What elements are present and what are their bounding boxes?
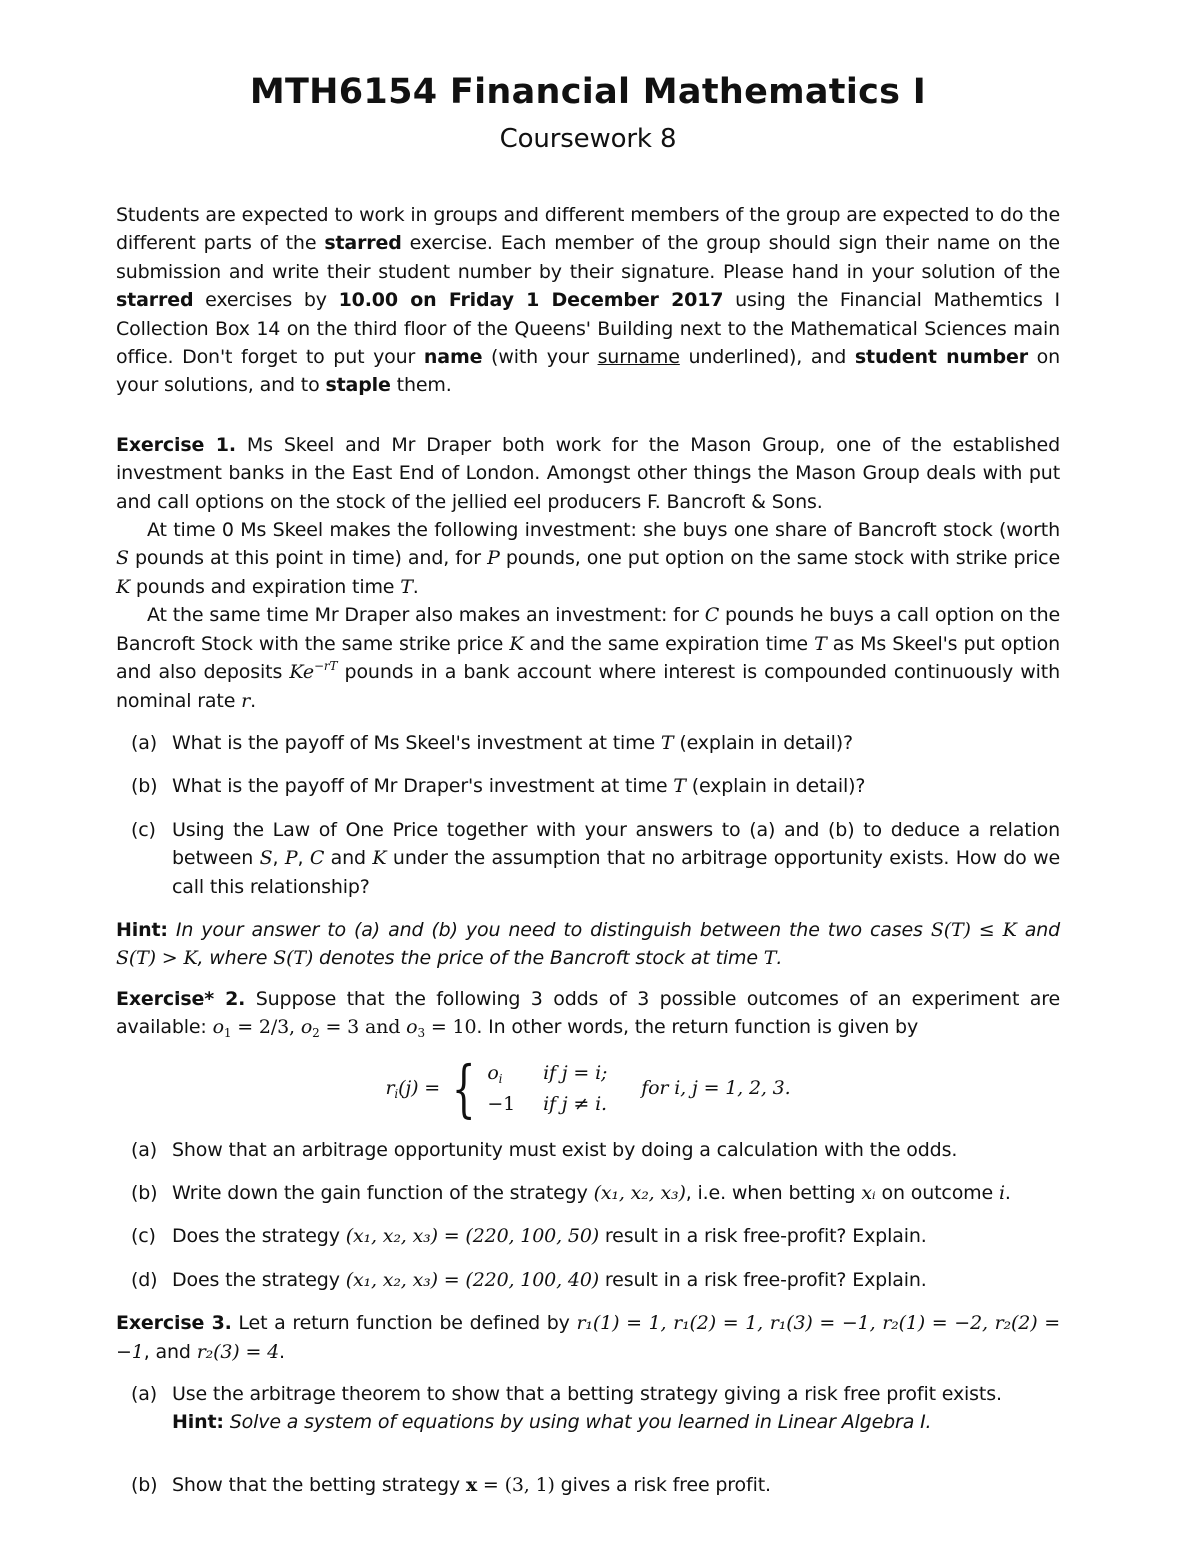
exercise-2 bbox=[116, 985, 1060, 1294]
part-label: (b) bbox=[131, 1181, 158, 1204]
math-expression: (x₁, x₂, x₃) = (220, 100, 40) bbox=[345, 1268, 600, 1291]
instructions-paragraph bbox=[116, 201, 1060, 400]
exercise-text: Use the arbitrage theorem to show that a betting strategy giving a risk free profit exists. bbox=[172, 1383, 1002, 1405]
math-subscript: 3 bbox=[417, 1026, 425, 1041]
exercise-text: Does the strategy bbox=[172, 1268, 346, 1291]
intro-text: underlined), and bbox=[679, 346, 855, 369]
exercise-3-intro bbox=[116, 1309, 1060, 1366]
math-symbol: o bbox=[212, 1016, 224, 1039]
hint-label: Hint: bbox=[172, 1411, 224, 1434]
hint-text: denotes the price of the Bancroft stock at time bbox=[313, 947, 764, 970]
exercise-text: pounds and expiration time bbox=[130, 575, 401, 598]
exercise-3-heading: Exercise 3. bbox=[116, 1312, 232, 1335]
part-item bbox=[116, 1471, 1060, 1499]
case-2-value: −1 bbox=[487, 1092, 516, 1115]
hint-text: , where bbox=[197, 947, 274, 970]
math-symbol: xᵢ bbox=[861, 1181, 876, 1204]
left-brace: { bbox=[451, 1051, 476, 1125]
exercise-text: and the same expiration time bbox=[523, 632, 815, 655]
formula-lhs bbox=[385, 1074, 440, 1102]
math-symbol: T bbox=[400, 575, 413, 598]
exercise-text: pounds at this point in time) and, for bbox=[128, 547, 488, 570]
exercise-1-intro bbox=[116, 431, 1060, 516]
part-label: (c) bbox=[131, 1225, 156, 1248]
math-symbol: T bbox=[814, 632, 827, 655]
exercise-text: What is the payoff of Mr Draper's investment at time bbox=[172, 775, 674, 798]
exercise-text: . bbox=[279, 1340, 285, 1363]
part-item bbox=[116, 816, 1060, 901]
math-expression: = 2/3, bbox=[231, 1016, 301, 1039]
hint-label: Hint: bbox=[116, 918, 168, 941]
math-exponent: −rT bbox=[314, 659, 338, 674]
exercise-3 bbox=[116, 1309, 1060, 1499]
intro-starred: starred bbox=[116, 289, 194, 312]
part-label: (b) bbox=[131, 775, 158, 798]
math-expression: = 3 and bbox=[319, 1016, 407, 1039]
math-symbol: T bbox=[673, 775, 686, 798]
formula-cases bbox=[487, 1059, 607, 1118]
exercise-text: Using the Law of One Price together with your answers to (a) and (b) to deduce a relation between bbox=[172, 818, 1060, 870]
exercise-text: result in a risk free-profit? Explain. bbox=[599, 1225, 927, 1248]
part-item bbox=[116, 1136, 1060, 1164]
math-expression: r₂(3) = 4 bbox=[196, 1340, 280, 1363]
math-symbol: K bbox=[372, 847, 387, 870]
exercise-text: (explain in detail)? bbox=[673, 731, 853, 754]
exercise-text: Does the strategy bbox=[172, 1225, 346, 1248]
math-symbol: P bbox=[284, 847, 298, 870]
exercise-text: as Ms Skeel's put option and also deposits bbox=[116, 632, 1060, 684]
part-label: (a) bbox=[131, 1383, 158, 1405]
part-item bbox=[116, 1222, 1060, 1250]
math-symbol: r bbox=[241, 689, 251, 712]
hint-text: In your answer to (a) and (b) you need to distinguish between the two cases bbox=[167, 918, 931, 941]
part-item bbox=[116, 1380, 1060, 1437]
math-expression bbox=[289, 661, 337, 683]
page-title: MTH6154 Financial Mathematics I bbox=[249, 72, 927, 112]
exercise-2-intro bbox=[116, 985, 1060, 1042]
exercise-text: . bbox=[250, 689, 256, 712]
exercise-3-parts bbox=[116, 1380, 1060, 1499]
math-expression: (j) = bbox=[398, 1077, 441, 1100]
exercise-text: result in a risk free-profit? Explain. bbox=[599, 1268, 927, 1291]
math-symbol: C bbox=[309, 847, 325, 870]
math-vector: x bbox=[465, 1473, 478, 1496]
exercise-text: . In other words, the return function is given by bbox=[476, 1016, 919, 1039]
intro-text: (with your bbox=[482, 346, 598, 369]
math-expression: (x₁, x₂, x₃) = (220, 100, 50) bbox=[345, 1225, 600, 1248]
intro-surname: surname bbox=[597, 346, 680, 369]
part-item bbox=[116, 729, 1060, 757]
intro-text: exercises by bbox=[193, 289, 339, 312]
math-symbol: K bbox=[116, 575, 131, 598]
math-expression: = 10 bbox=[424, 1016, 477, 1039]
part-label: (d) bbox=[131, 1268, 158, 1291]
part-label: (c) bbox=[131, 818, 156, 841]
exercise-text: At time 0 Ms Skeel makes the following investment: she buys one share of Bancroft stock (worth bbox=[147, 519, 1060, 542]
exercise-text: What is the payoff of Ms Skeel's investment at time bbox=[172, 731, 661, 754]
exercise-text: on outcome bbox=[875, 1181, 999, 1204]
case-1-condition: if j = i; bbox=[543, 1062, 608, 1085]
math-symbol: S bbox=[116, 547, 129, 570]
math-expression: S(T) > K bbox=[116, 947, 198, 970]
return-function-formula bbox=[116, 1051, 1060, 1125]
exercise-text: , and bbox=[143, 1340, 197, 1363]
exercise-text: gives a risk free profit. bbox=[554, 1473, 771, 1496]
exercise-1-parts bbox=[116, 729, 1060, 901]
intro-name: name bbox=[423, 346, 483, 369]
exercise-text: Ms Skeel and Mr Draper both work for the Mason Group, one of the established investment banks in the East End of London. Amongst other things the Mason Group deals with put and call options on the stock of the jellied eel producers F. Bancroft & Sons. bbox=[116, 433, 1060, 513]
exercise-text: Let a return function be defined by bbox=[231, 1312, 577, 1335]
math-subscript: i bbox=[394, 1087, 399, 1102]
part-text bbox=[172, 1380, 1060, 1437]
exercise-text: pounds he buys a call option on the Bancroft Stock with the same strike price bbox=[116, 604, 1061, 655]
exercise-1-heading: Exercise 1. bbox=[116, 433, 236, 456]
math-subscript: i bbox=[498, 1072, 503, 1087]
math-symbol: K bbox=[289, 661, 303, 684]
exercise-text: pounds, one put option on the same stock with strike price bbox=[499, 547, 1060, 570]
exercise-text: . bbox=[1004, 1181, 1011, 1204]
exercise-2-heading: Exercise* 2. bbox=[116, 987, 246, 1010]
exercise-text: pounds in a bank account where interest is compounded continuously with nominal rate bbox=[116, 661, 1060, 712]
deadline-text: 10.00 on Friday 1 December 2017 bbox=[338, 289, 724, 312]
math-symbol: i bbox=[998, 1181, 1005, 1204]
math-symbol: o bbox=[300, 1016, 313, 1039]
part-label: (a) bbox=[131, 1138, 158, 1161]
math-expression: (x₁, x₂, x₃) bbox=[593, 1181, 686, 1204]
part-text bbox=[172, 1222, 1060, 1250]
math-symbol: C bbox=[704, 604, 720, 627]
math-expression: S(T) bbox=[273, 947, 314, 970]
intro-text: on your solutions, and to bbox=[116, 346, 1060, 397]
exercise-1-skeel bbox=[116, 516, 1060, 601]
exercise-1-hint bbox=[116, 916, 1060, 973]
document-page bbox=[116, 70, 1060, 1514]
hint-text: . bbox=[776, 947, 783, 970]
math-symbol: K bbox=[509, 632, 524, 655]
exercise-text: , i.e. when betting bbox=[685, 1181, 862, 1204]
exercise-text: (explain in detail)? bbox=[685, 775, 866, 798]
math-symbol: o bbox=[406, 1016, 418, 1039]
part-text bbox=[172, 772, 1060, 800]
intro-text: Students are expected to work in groups and different members of the group are expected to do the different parts of the bbox=[116, 204, 1060, 255]
part-text: Show that an arbitrage opportunity must exist by doing a calculation with the odds. bbox=[172, 1138, 958, 1161]
math-symbol: o bbox=[487, 1062, 499, 1085]
math-expression: S(T) ≤ K bbox=[930, 918, 1017, 941]
intro-text: using the Financial Mathemtics I Collection Box 14 on the third floor of the Queens' Building next to the Mathematical Sciences main office. Don't forget to put your bbox=[116, 289, 1060, 369]
math-subscript: 1 bbox=[223, 1026, 232, 1041]
exercise-2-parts bbox=[116, 1136, 1060, 1295]
part-text bbox=[172, 1179, 1060, 1207]
intro-starred: starred bbox=[324, 232, 402, 255]
exercise-1 bbox=[116, 431, 1060, 973]
part-item bbox=[116, 1179, 1060, 1207]
part-label: (b) bbox=[131, 1473, 158, 1496]
formula-domain: for i, j = 1, 2, 3. bbox=[641, 1077, 791, 1100]
exercise-1-draper bbox=[116, 601, 1060, 715]
hint-text: and bbox=[1016, 918, 1060, 941]
exercise-text: At the same time Mr Draper also makes an investment: for bbox=[147, 604, 705, 627]
exercise-text: Write down the gain function of the strategy bbox=[172, 1181, 594, 1204]
exercise-text: under the assumption that no arbitrage opportunity exists. How do we call this relationship? bbox=[172, 847, 1061, 898]
math-symbol: P bbox=[487, 547, 500, 570]
part-label: (a) bbox=[131, 731, 158, 754]
part-text bbox=[172, 1471, 1060, 1499]
exercise-text: Suppose that the following 3 odds of 3 possible outcomes of an experiment are available: bbox=[116, 987, 1060, 1039]
exercise-text: Show that the betting strategy bbox=[172, 1473, 466, 1496]
intro-text: them. bbox=[390, 374, 452, 397]
exercise-text: , bbox=[297, 847, 310, 870]
page-subtitle: Coursework 8 bbox=[499, 124, 677, 154]
math-subscript: 2 bbox=[312, 1026, 320, 1041]
part-text bbox=[172, 729, 1060, 757]
part-item bbox=[116, 772, 1060, 800]
math-symbol: T bbox=[763, 947, 777, 970]
intro-student-number: student number bbox=[854, 346, 1028, 369]
math-symbol: T bbox=[660, 731, 674, 754]
math-symbol: r bbox=[385, 1077, 395, 1100]
part-text bbox=[172, 816, 1060, 901]
exercise-text: , bbox=[272, 847, 285, 870]
case-1-value bbox=[487, 1059, 515, 1087]
intro-text: exercise. Each member of the group should sign their name on the submission and write their student number by their signature. Please hand in your solution of the bbox=[116, 232, 1060, 283]
exercise-text: and bbox=[324, 847, 373, 870]
hint-text: Solve a system of equations by using what you learned in Linear Algebra I. bbox=[223, 1411, 932, 1434]
part-text bbox=[172, 1266, 1060, 1294]
exercise-text: . bbox=[412, 575, 419, 598]
math-symbol: S bbox=[259, 847, 273, 870]
math-expression: = (3, 1) bbox=[477, 1473, 555, 1496]
case-2-condition: if j ≠ i. bbox=[543, 1092, 607, 1115]
intro-staple: staple bbox=[325, 374, 391, 397]
math-expression: r₁(1) = 1, r₁(2) = 1, r₁(3) = −1, r₂(1) = −2, r₂(2) = −1 bbox=[116, 1312, 1060, 1363]
math-symbol: e bbox=[302, 661, 315, 684]
part-item bbox=[116, 1266, 1060, 1294]
